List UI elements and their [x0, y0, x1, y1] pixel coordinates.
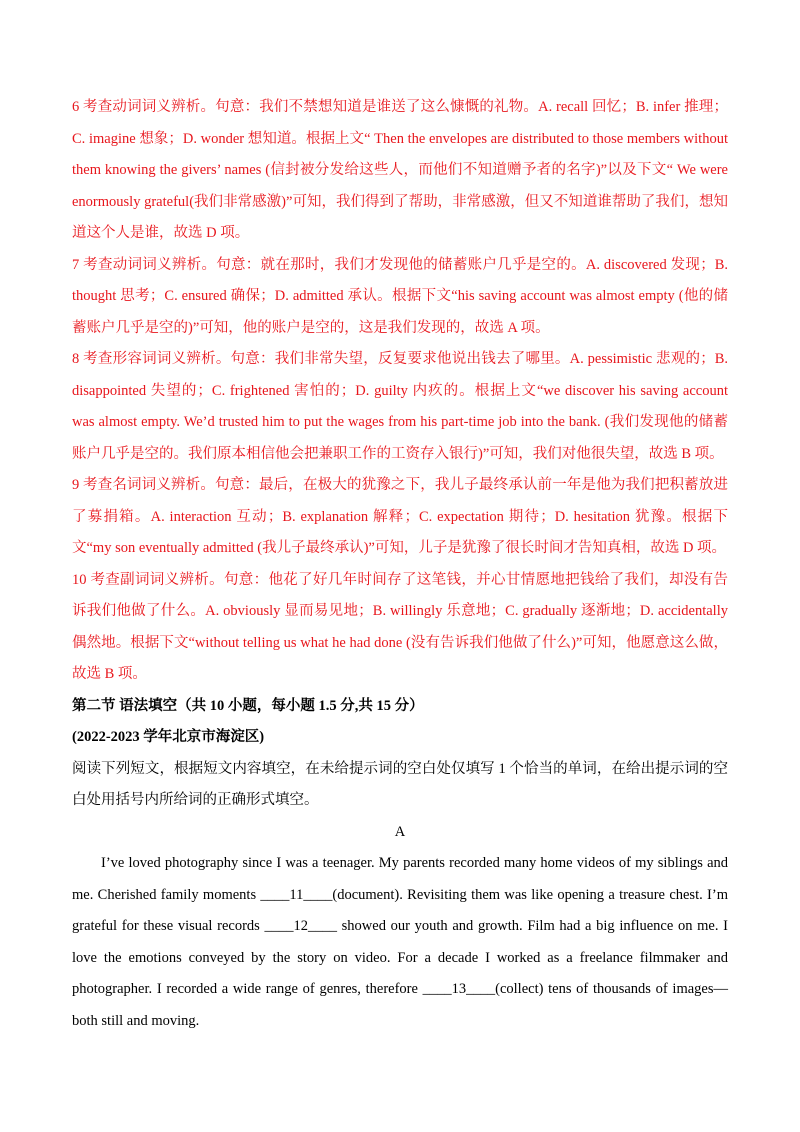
instructions: 阅读下列短文，根据短文内容填空，在未给提示词的空白处仅填写 1 个恰当的单词，在给出提示词的空白处用括号内所给词的正确形式填空。	[72, 760, 728, 808]
answer-explanation-9: 9 考查名词词义辨析。句意：最后，在极大的犹豫之下，我儿子最终承认前一年是他为我们把积蓄放进了募捐箱。A. interaction 互动；B. explanation 解释；C. expectation 期待；D. hesitation 犹豫。根据下文“my son eventually admitted (我儿子最终承认)”可知，儿子是犹豫了很长时间才告知真相，故选 D 项。	[72, 477, 728, 556]
answer-explanation-6: 6 考查动词词义辨析。句意：我们不禁想知道是谁送了这么慷慨的礼物。A. recall 回忆；B. infer 推理；C. imagine 想象；D. wonder 想知道。根据上文“ Then the envelopes are distributed to those members without them knowing the givers’ names (信封被分发给这些人，而他们不知道赠予者的名字)”以及下文“ We were enormously grateful(我们非常感激)”可知，我们得到了帮助，非常感激，但又不知道谁帮助了我们，想知道这个人是谁，故选 D 项。	[72, 99, 728, 241]
section-title: 第二节 语法填空（共 10 小题，每小题 1.5 分,共 15 分）	[72, 697, 424, 714]
answer-explanation-10: 10 考查副词词义辨析。句意：他花了好几年时间存了这笔钱，并心甘情愿地把钱给了我们，却没有告诉我们他做了什么。A. obviously 显而易见地；B. willingly 乐意地；C. gradually 逐渐地；D. accidentally 偶然地。根据下文“without telling us what he had done (没有告诉我们他做了什么)”可知，他愿意这么做，故选 B 项。	[72, 571, 728, 682]
answer-explanation-8: 8 考查形容词词义辨析。句意：我们非常失望，反复要求他说出钱去了哪里。A. pessimistic 悲观的；B. disappointed 失望的；C. frightened 害怕的；D. guilty 内疚的。根据上文“we discover his saving account was almost empty. We’d trusted him to put the wages from his part-time job into the bank. (我们发现他的储蓄账户几乎是空的。我们原本相信他会把兼职工作的工资存入银行)”可知，我们对他很失望，故选 B 项。	[72, 351, 728, 462]
source-label: (2022-2023 学年北京市海淀区)	[72, 729, 265, 745]
passage-text: I’ve loved photography since I was a teenager. My parents recorded many home videos of my siblings and me. Cherished family moments ____11____(document). Revisiting them was like opening a treasure chest. I’m grateful for these visual records ____12____ showed our youth and growth. Film had a big influence on me. I love the emotions conveyed by the story on video. For a decade I worked as a freelance filmmaker and photographer. I recorded a wide range of genres, therefore ____13____(collect) tens of thousands of images—both still and moving.	[72, 855, 728, 1029]
passage-label: A	[394, 823, 406, 840]
document-page	[72, 92, 728, 1037]
answer-explanation-7: 7 考查动词词义辨析。句意：就在那时，我们才发现他的储蓄账户几乎是空的。A. discovered 发现；B. thought 思考；C. ensured 确保；D. admitted 承认。根据下文“his saving account was almost empty (他的储蓄账户几乎是空的)”可知，他的账户是空的，这是我们发现的，故选 A 项。	[72, 256, 728, 336]
